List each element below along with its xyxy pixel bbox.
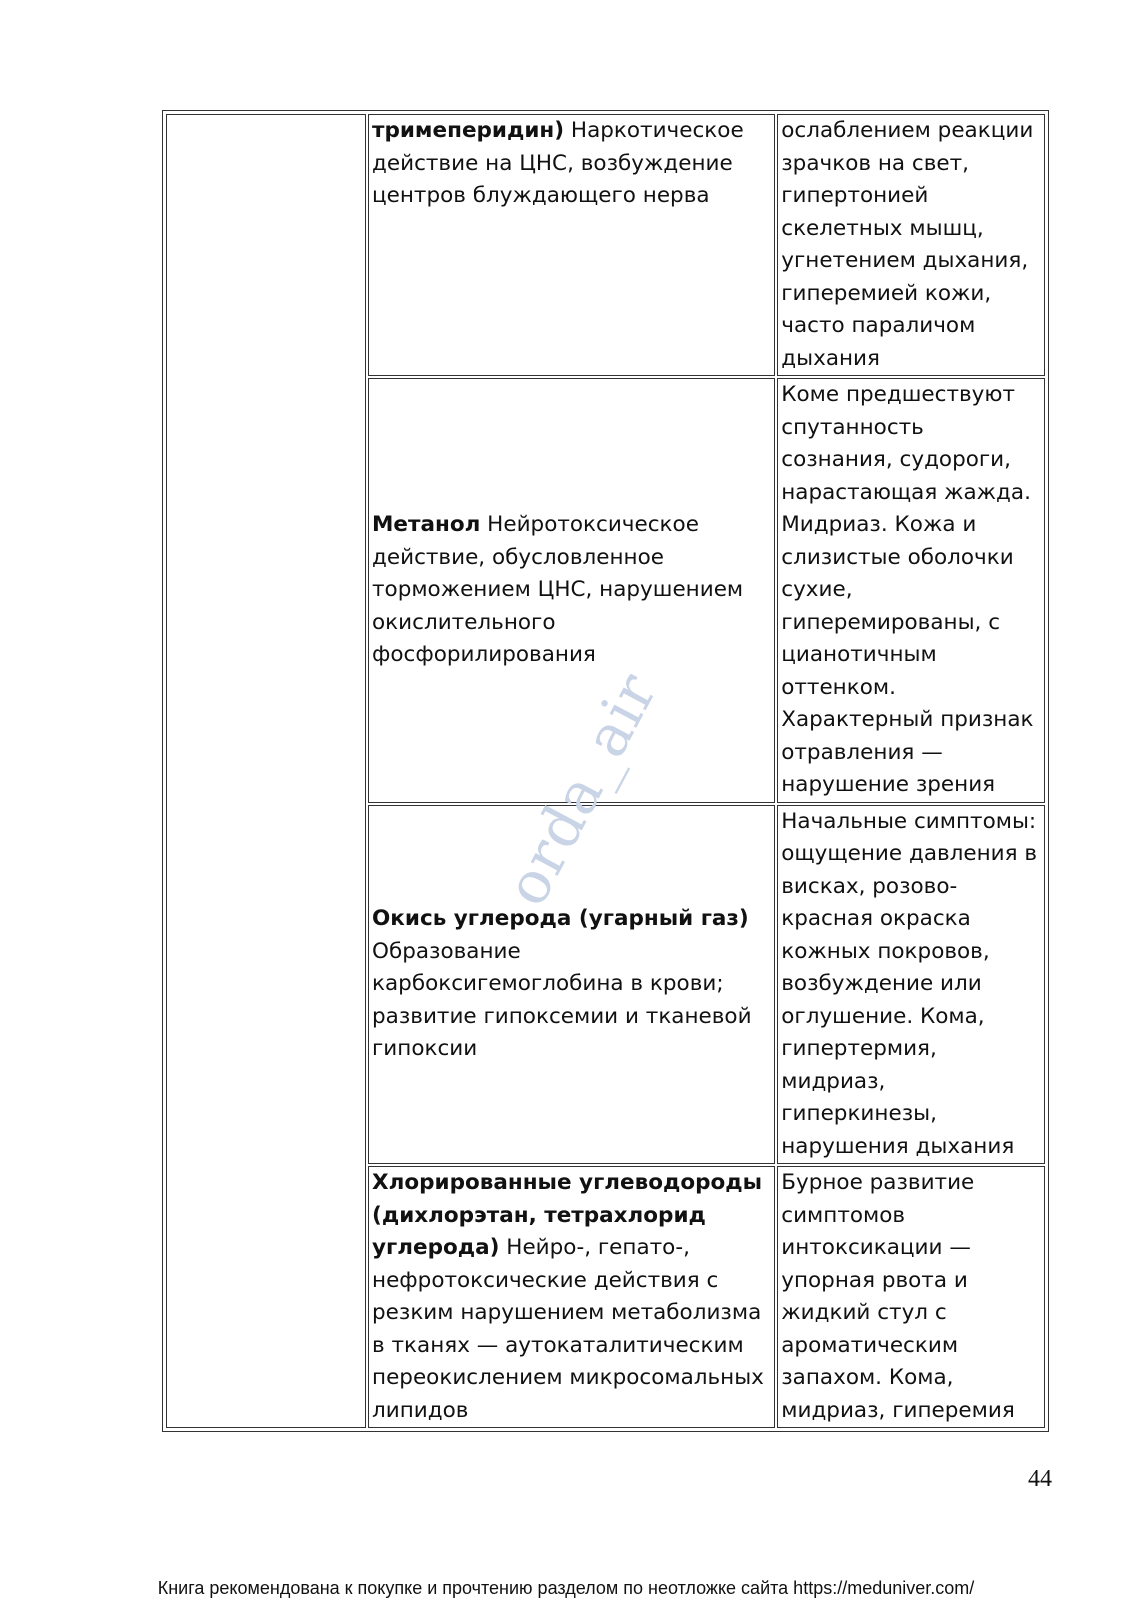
footer-note: Книга рекомендована к покупке и прочтению разделом по неотложке сайта https://meduniver.com/ [157,1578,975,1598]
poison-name: Метанол [372,512,481,537]
watermark: orda_air [491,661,671,917]
poison-name: Хлорированные углеводороды (дихлорэтан, тетрахлорид углерода) [372,1170,763,1260]
poison-name: Окись углерода (угарный газ) [372,906,749,931]
poison-name: тримеперидин) [372,118,565,143]
poison-action: Нейротоксическое действие, обусловленное торможением ЦНС, нарушением окислительного фосфорилирования [372,512,744,667]
poison-cell [368,805,775,1165]
symptoms-cell: Начальные симптомы: ощущение давления в висках, розово-красная окраска кожных покровов, возбуждение или оглушение. Кома, гипертермия, мидриаз, гиперкинезы, нарушения дыхания [777,805,1045,1165]
symptoms-cell: Коме предшествуют спутанность сознания, судороги, нарастающая жажда. Мидриаз. Кожа и слизистые оболочки сухие, гиперемированы, с цианотичным оттенком. Характерный признак отравления — нарушение зрения [777,378,1045,803]
poison-cell [368,1166,775,1428]
poison-action: Образование карбоксигемоглобина в крови; развитие гипоксемии и тканевой гипоксии [372,938,752,1061]
poison-action: Наркотическое действие на ЦНС, возбуждение центров блуждающего нерва [372,118,744,208]
toxins-table [162,110,1049,1432]
empty-first-column-cell [166,114,366,1428]
page-number: 44 [1028,1466,1052,1492]
symptoms-cell: Бурное развитие симптомов интоксикации — упорная рвота и жидкий стул с ароматическим запахом. Кома, мидриаз, гиперемия [777,1166,1045,1428]
poison-action: Нейро-, гепато-, нефротоксические действия с резким нарушением метаболизма в тканях — аутокаталитическим переокислением микросомальных липидов [372,1235,764,1423]
poison-cell [368,378,775,803]
table-row [166,114,1045,376]
symptoms-cell: ослаблением реакции зрачков на свет, гипертонией скелетных мышц, угнетением дыхания, гиперемией кожи, часто параличом дыхания [777,114,1045,376]
poison-cell [368,114,775,376]
